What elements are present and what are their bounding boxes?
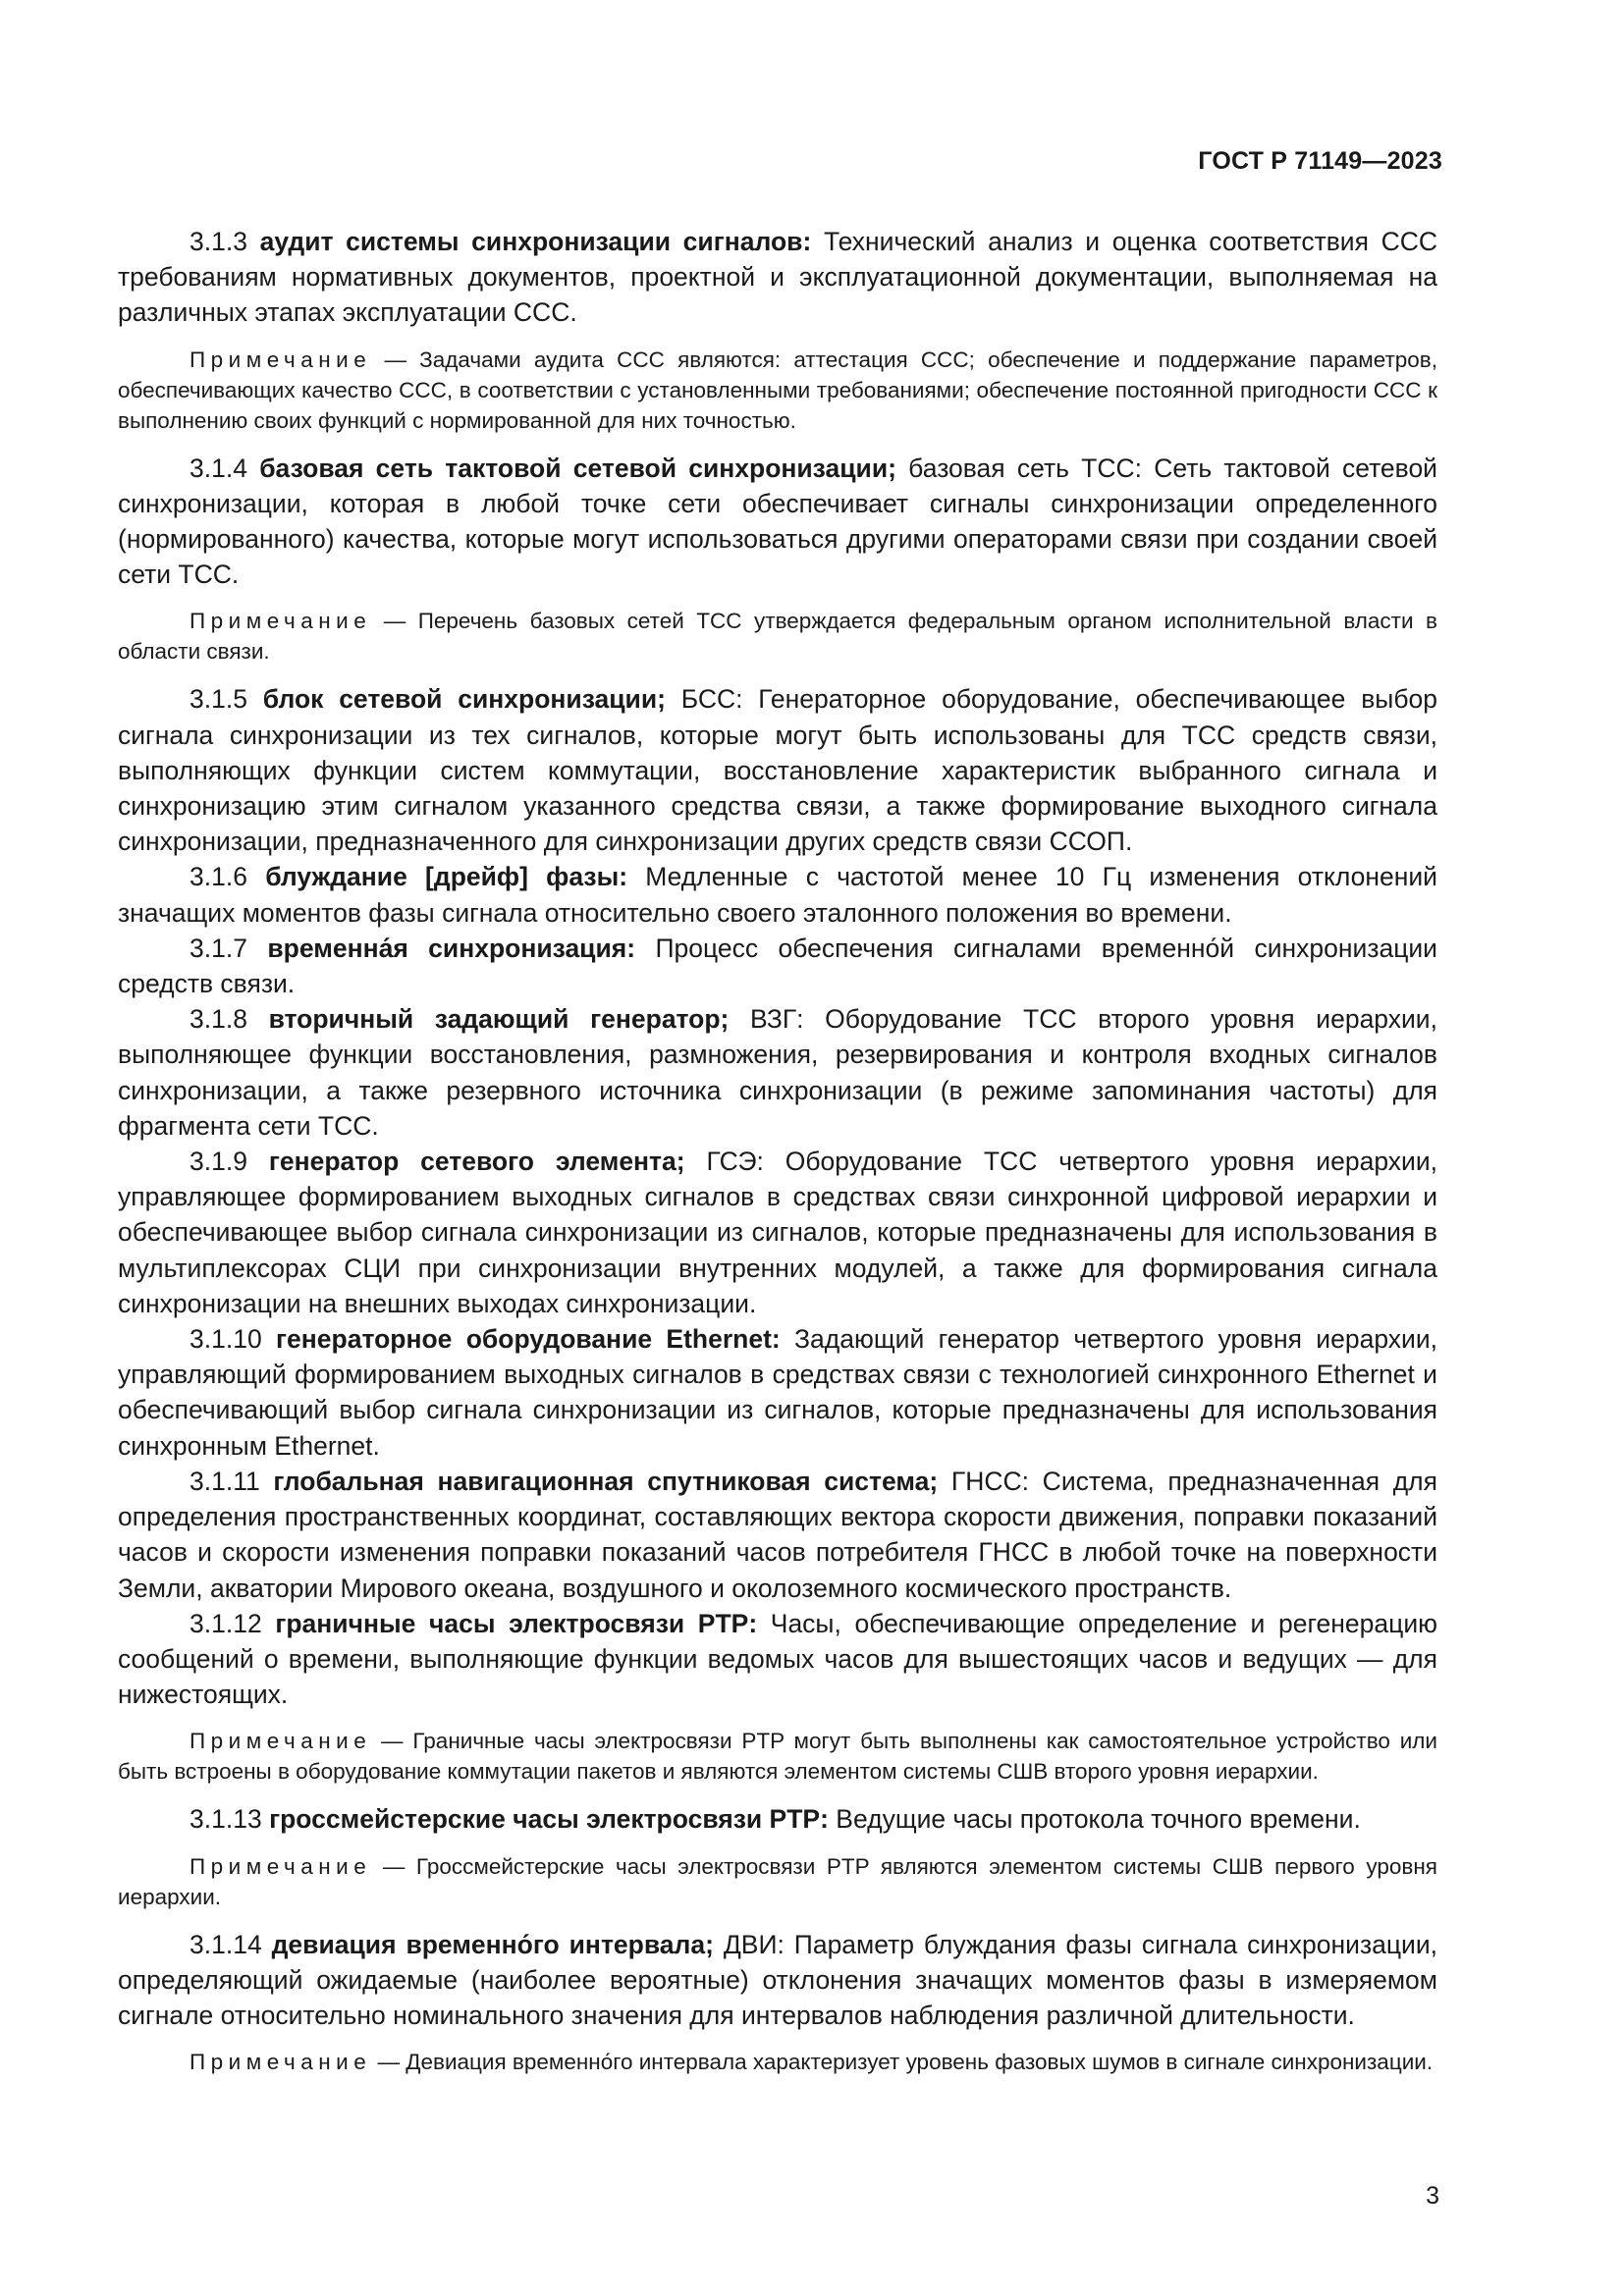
definition-3-1-8: 3.1.8 вторичный задающий генератор; ВЗГ: Оборудование ТСС второго уровня иерархии, выполняющее функции восстановления, размножения, резервирования и контроля входных сигналов синхронизации, а также резервного источника синхронизации (в режиме запоминания частоты) для фрагмента сети ТСС. <box>118 1004 1437 1141</box>
document-header: ГОСТ Р 71149—2023 <box>1198 147 1442 175</box>
definition-3-1-13: 3.1.13 гроссмейстерские часы электросвязи PTP: Ведущие часы протокола точного времени. <box>189 1804 1361 1835</box>
term: блуждание [дрейф] фазы: <box>265 862 628 892</box>
term: блок сетевой синхронизации; <box>262 684 666 715</box>
term: аудит системы синхронизации сигналов: <box>259 227 812 256</box>
term: временна́я синхронизация: <box>267 933 636 963</box>
term: глобальная навигационная спутниковая система; <box>273 1466 939 1496</box>
definition-3-1-6: 3.1.6 блуждание [дрейф] фазы: Медленные с частотой менее 10 Гц изменения отклонений значащих моментов фазы сигнала относительно своего эталонного положения во времени. <box>118 862 1437 928</box>
term: вторичный задающий генератор; <box>268 1004 730 1035</box>
definition-3-1-4: 3.1.4 базовая сеть тактовой сетевой синхронизации; базовая сеть ТСС: Сеть тактовой сетевой синхронизации, которая в любой точке сети обеспечивает сигналы синхронизации определенного (нормированного) качества, которые могут использоваться другими операторами связи при создании своей сети ТСС. <box>118 453 1437 590</box>
note: Примечание — Девиация временно́го интервала характеризует уровень фазовых шумов в сигнале синхронизации. <box>189 2050 1434 2075</box>
definition-3-1-14: 3.1.14 девиация временно́го интервала; ДВИ: Параметр блуждания фазы сигнала синхронизации, определяющий ожидаемые (наиболее вероятные) отклонения значащих моментов фазы в измеряемом сигнале относительно номинального значения для интервалов наблюдения различной длительности. <box>118 1929 1437 2030</box>
page-number: 3 <box>1426 2182 1439 2210</box>
term: базовая сеть тактовой сетевой синхронизации; <box>259 453 896 483</box>
definition-3-1-10: 3.1.10 генераторное оборудование Ethernet: Задающий генератор четвертого уровня иерархии, управляющий формированием выходных сигналов в средствах связи с технологией синхронного Ethernet и обеспечивающий выбор сигнала синхронизации из сигналов, которые предназначены для использования синхронным Ethernet. <box>118 1324 1437 1461</box>
term: девиация временно́го интервала; <box>271 1929 714 1959</box>
definition-3-1-7: 3.1.7 временна́я синхронизация: Процесс обеспечения сигналами временно́й синхронизации средств связи. <box>118 933 1437 999</box>
definition-3-1-9: 3.1.9 генератор сетевого элемента; ГСЭ: Оборудование ТСС четвертого уровня иерархии, управляющее формированием выходных сигналов в средствах связи синхронной цифровой иерархии и обеспечивающее выбор сигнала синхронизации из сигналов, которые предназначены для использования в мультиплексорах СЦИ при синхронизации внутренних модулей, а также для формирования сигнала синхронизации на внешних выходах синхронизации. <box>118 1147 1437 1318</box>
definition-3-1-12: 3.1.12 граничные часы электросвязи PTP: Часы, обеспечивающие определение и регенерацию сообщений о времени, выполняющие функции ведомых часов для вышестоящих часов и ведущих — для нижестоящих. <box>118 1608 1437 1710</box>
term: генераторное оборудование Ethernet: <box>276 1324 781 1355</box>
definition-3-1-5: 3.1.5 блок сетевой синхронизации; БСС: Генераторное оборудование, обеспечивающее выбор сигнала синхронизации из тех сигналов, которые могут быть использованы для ТСС средств связи, выполняющих функции систем коммутации, восстановление характеристик выбранного сигнала и синхронизацию этим сигналом указанного средства связи, а также формирование выходного сигнала синхронизации, предназначенного для синхронизации других средств связи ССОП. <box>118 684 1437 857</box>
term: генератор сетевого элемента; <box>268 1147 685 1177</box>
note: Примечание — Перечень базовых сетей ТСС утверждается федеральным органом исполнительной власти в области связи. <box>118 609 1437 665</box>
definition-3-1-3: 3.1.3 аудит системы синхронизации сигналов: Технический анализ и оценка соответствия ССС требованиям нормативных документов, проектной и эксплуатационной документации, выполняемая на различных этапах эксплуатации ССС. <box>118 227 1437 328</box>
note: Примечание — Граничные часы электросвязи PTP могут быть выполнены как самостоятельное устройство или быть встроены в оборудование коммутации пакетов и являются элементом системы СШВ второго уровня иерархии. <box>118 1729 1437 1785</box>
term: граничные часы электросвязи PTP: <box>275 1608 758 1638</box>
definition-3-1-11: 3.1.11 глобальная навигационная спутниковая система; ГНСС: Система, предназначенная для определения пространственных координат, составляющих вектора скорости движения, поправки показаний часов и скорости изменения поправки показаний часов потребителя ГНСС в любой точке на поверхности Земли, акватории Мирового океана, воздушного и околоземного космического пространств. <box>118 1466 1437 1603</box>
note: Примечание — Задачами аудита ССС являются: аттестация ССС; обеспечение и поддержание параметров, обеспечивающих качество ССС, в соответствии с установленными требованиями; обеспечение постоянной пригодности ССС к выполнению своих функций с нормированной для них точностью. <box>118 347 1437 433</box>
document-body <box>118 224 1437 2092</box>
term: гроссмейстерские часы электросвязи PTP: <box>269 1804 829 1835</box>
note: Примечание — Гроссмейстерские часы электросвязи PTP являются элементом системы СШВ первого уровня иерархии. <box>118 1853 1437 1909</box>
